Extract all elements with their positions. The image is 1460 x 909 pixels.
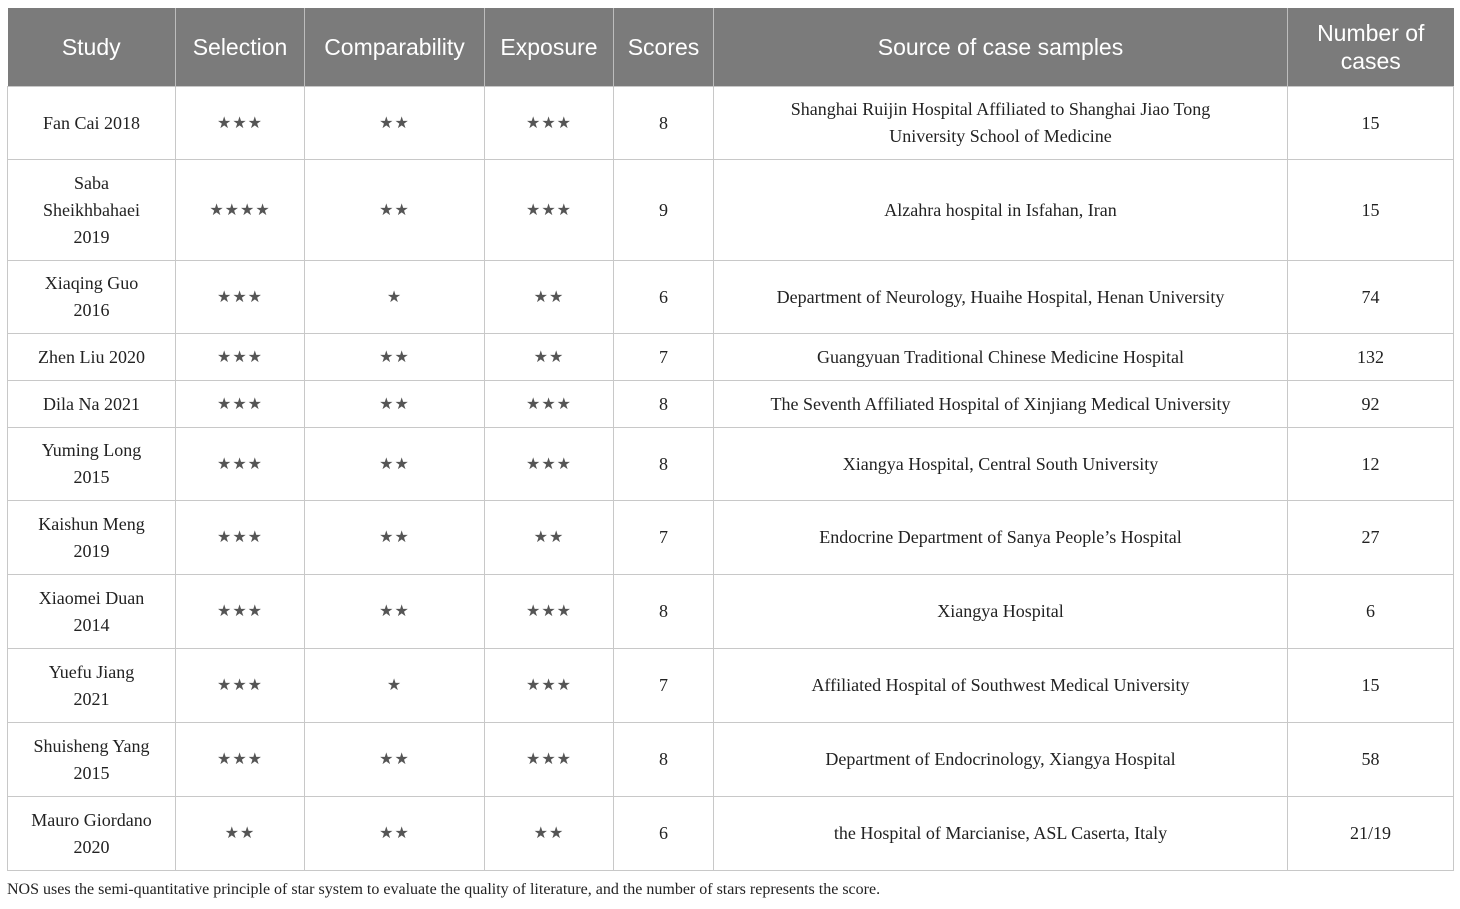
source-cell: the Hospital of Marcianise, ASL Caserta, Italy [714, 797, 1288, 871]
header-row [8, 8, 1454, 87]
score-cell: 7 [614, 501, 714, 575]
selection-stars: ★★★ [176, 501, 305, 575]
score-cell: 8 [614, 575, 714, 649]
table-row [8, 797, 1454, 871]
table-row [8, 428, 1454, 501]
source-cell: Endocrine Department of Sanya People’s Hospital [714, 501, 1288, 575]
exposure-stars: ★★ [485, 261, 614, 334]
table-row [8, 501, 1454, 575]
source-cell: Affiliated Hospital of Southwest Medical University [714, 649, 1288, 723]
header-source: Source of case samples [714, 8, 1288, 87]
score-cell: 6 [614, 797, 714, 871]
selection-stars: ★★ [176, 797, 305, 871]
selection-stars: ★★★★ [176, 160, 305, 261]
selection-stars: ★★★ [176, 381, 305, 428]
selection-stars: ★★★ [176, 87, 305, 160]
cases-cell: 15 [1288, 160, 1454, 261]
nos-quality-table [7, 8, 1454, 871]
selection-stars: ★★★ [176, 723, 305, 797]
selection-stars: ★★★ [176, 428, 305, 501]
score-cell: 8 [614, 381, 714, 428]
study-cell: Yuming Long 2015 [8, 428, 176, 501]
cases-cell: 92 [1288, 381, 1454, 428]
header-comparability: Comparability [305, 8, 485, 87]
exposure-stars: ★★★ [485, 575, 614, 649]
comparability-stars: ★★ [305, 381, 485, 428]
table-row [8, 261, 1454, 334]
exposure-stars: ★★★ [485, 87, 614, 160]
comparability-stars: ★★ [305, 160, 485, 261]
exposure-stars: ★★ [485, 501, 614, 575]
table-row [8, 723, 1454, 797]
source-cell: Guangyuan Traditional Chinese Medicine Hospital [714, 334, 1288, 381]
study-cell: Dila Na 2021 [8, 381, 176, 428]
score-cell: 7 [614, 649, 714, 723]
source-cell: Shanghai Ruijin Hospital Affiliated to Shanghai Jiao Tong University School of Medicine [714, 87, 1288, 160]
cases-cell: 12 [1288, 428, 1454, 501]
header-selection: Selection [176, 8, 305, 87]
study-cell: Zhen Liu 2020 [8, 334, 176, 381]
cases-cell: 58 [1288, 723, 1454, 797]
study-cell: Xiaqing Guo 2016 [8, 261, 176, 334]
table-row [8, 381, 1454, 428]
table-row [8, 649, 1454, 723]
comparability-stars: ★★ [305, 428, 485, 501]
selection-stars: ★★★ [176, 649, 305, 723]
comparability-stars: ★★ [305, 87, 485, 160]
header-study: Study [8, 8, 176, 87]
source-cell: Department of Endocrinology, Xiangya Hospital [714, 723, 1288, 797]
exposure-stars: ★★ [485, 334, 614, 381]
exposure-stars: ★★ [485, 797, 614, 871]
source-cell: Xiangya Hospital [714, 575, 1288, 649]
comparability-stars: ★★ [305, 501, 485, 575]
study-cell: Fan Cai 2018 [8, 87, 176, 160]
selection-stars: ★★★ [176, 575, 305, 649]
header-exposure: Exposure [485, 8, 614, 87]
selection-stars: ★★★ [176, 261, 305, 334]
study-cell: Shuisheng Yang 2015 [8, 723, 176, 797]
study-cell: Yuefu Jiang 2021 [8, 649, 176, 723]
comparability-stars: ★ [305, 649, 485, 723]
table-row [8, 160, 1454, 261]
score-cell: 6 [614, 261, 714, 334]
cases-cell: 27 [1288, 501, 1454, 575]
source-cell: The Seventh Affiliated Hospital of Xinjiang Medical University [714, 381, 1288, 428]
source-cell: Department of Neurology, Huaihe Hospital, Henan University [714, 261, 1288, 334]
study-cell: Mauro Giordano 2020 [8, 797, 176, 871]
comparability-stars: ★ [305, 261, 485, 334]
table-row [8, 87, 1454, 160]
table-row [8, 575, 1454, 649]
score-cell: 8 [614, 428, 714, 501]
score-cell: 7 [614, 334, 714, 381]
header-scores: Scores [614, 8, 714, 87]
cases-cell: 21/19 [1288, 797, 1454, 871]
cases-cell: 132 [1288, 334, 1454, 381]
study-cell: Xiaomei Duan 2014 [8, 575, 176, 649]
cases-cell: 15 [1288, 87, 1454, 160]
table-row [8, 334, 1454, 381]
table-footnote: NOS uses the semi-quantitative principle of star system to evaluate the quality of literature, and the number of stars represents the score. [7, 881, 881, 898]
comparability-stars: ★★ [305, 797, 485, 871]
selection-stars: ★★★ [176, 334, 305, 381]
comparability-stars: ★★ [305, 334, 485, 381]
score-cell: 8 [614, 723, 714, 797]
header-number-of-cases: Number of cases [1288, 8, 1454, 87]
cases-cell: 74 [1288, 261, 1454, 334]
cases-cell: 15 [1288, 649, 1454, 723]
exposure-stars: ★★★ [485, 381, 614, 428]
exposure-stars: ★★★ [485, 428, 614, 501]
source-cell: Alzahra hospital in Isfahan, Iran [714, 160, 1288, 261]
exposure-stars: ★★★ [485, 649, 614, 723]
source-cell: Xiangya Hospital, Central South University [714, 428, 1288, 501]
study-cell: Saba Sheikhbahaei 2019 [8, 160, 176, 261]
comparability-stars: ★★ [305, 575, 485, 649]
score-cell: 8 [614, 87, 714, 160]
exposure-stars: ★★★ [485, 160, 614, 261]
comparability-stars: ★★ [305, 723, 485, 797]
score-cell: 9 [614, 160, 714, 261]
exposure-stars: ★★★ [485, 723, 614, 797]
nos-quality-table-container [7, 8, 1453, 871]
study-cell: Kaishun Meng 2019 [8, 501, 176, 575]
cases-cell: 6 [1288, 575, 1454, 649]
